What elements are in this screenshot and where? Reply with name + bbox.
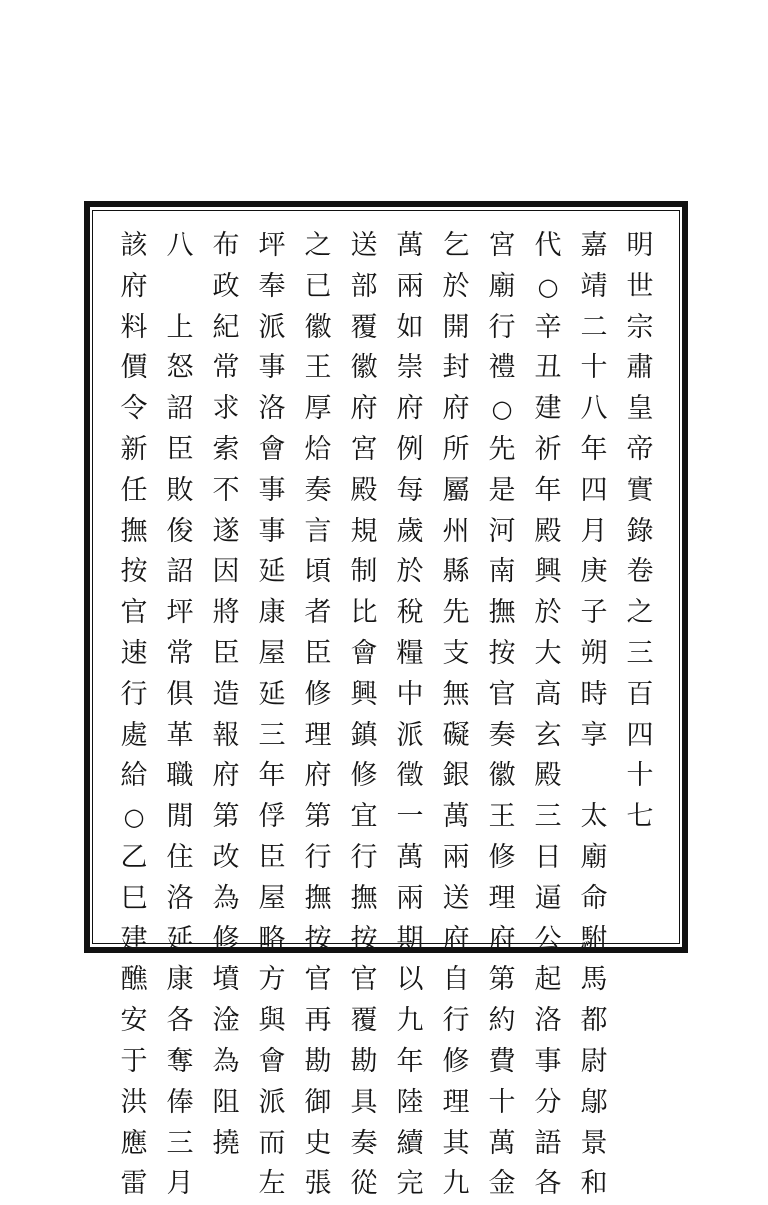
- text-column-4: 宮 廟 行 禮 ○ 先 是 河 南 撫 按 官 奏 徽 王 修 理 府 第 約 費 十 萬 金: [488, 230, 516, 1200]
- text-column-8: 之 已 徽 王 厚 烚 奏 言 頃 者 臣 修 理 府 第 行 撫 按 官 再 勘 御 史 張: [304, 230, 332, 1200]
- text-column-10: 布 政 紀 常 求 索 不 遂 因 將 臣 造 報 府 第 改 為 修 墳 淦 為 阻 撓: [212, 230, 240, 1159]
- text-column-5: 乞 於 開 封 府 所 屬 州 縣 先 支 無 礙 銀 萬 兩 送 府 自 行 修 理 其 九: [442, 230, 470, 1200]
- text-column-11: 八 上 怒 詔 臣 敗 俊 詔 坪 常 俱 革 職 閒 住 洛 延 康 各 奪 俸 三 月: [166, 230, 194, 1200]
- text-column-1: 明 世 宗 肅 皇 帝 實 錄 卷 之 三 百 四 十 七: [626, 230, 654, 833]
- text-column-6: 萬 兩 如 崇 府 例 每 歲 於 稅 糧 中 派 徵 一 萬 兩 期 以 九 年 陸 續 完: [396, 230, 424, 1200]
- text-column-2: 嘉 靖 二 十 八 年 四 月 庚 子 朔 時 享 太 廟 命 駙 馬 都 尉 鄔 景 和: [580, 230, 608, 1200]
- text-column-9: 坪 奉 派 事 洛 會 事 事 延 康 屋 延 三 年 俘 臣 屋 略 方 與 會 派 而 左: [258, 230, 286, 1200]
- text-column-3: 代 ○ 辛 丑 建 祈 年 殿 興 於 大 高 玄 殿 三 日 逼 公 起 洛 事 分 語 各: [534, 230, 562, 1200]
- text-column-7: 送 部 覆 徽 府 宮 殿 規 制 比 會 興 鎮 修 宜 行 撫 按 官 覆 勘 具 奏 從: [350, 230, 378, 1200]
- text-column-12: 該 府 料 價 令 新 任 撫 按 官 速 行 處 給 ○ 乙 巳 建 醮 安 于 洪 應 雷: [120, 230, 148, 1200]
